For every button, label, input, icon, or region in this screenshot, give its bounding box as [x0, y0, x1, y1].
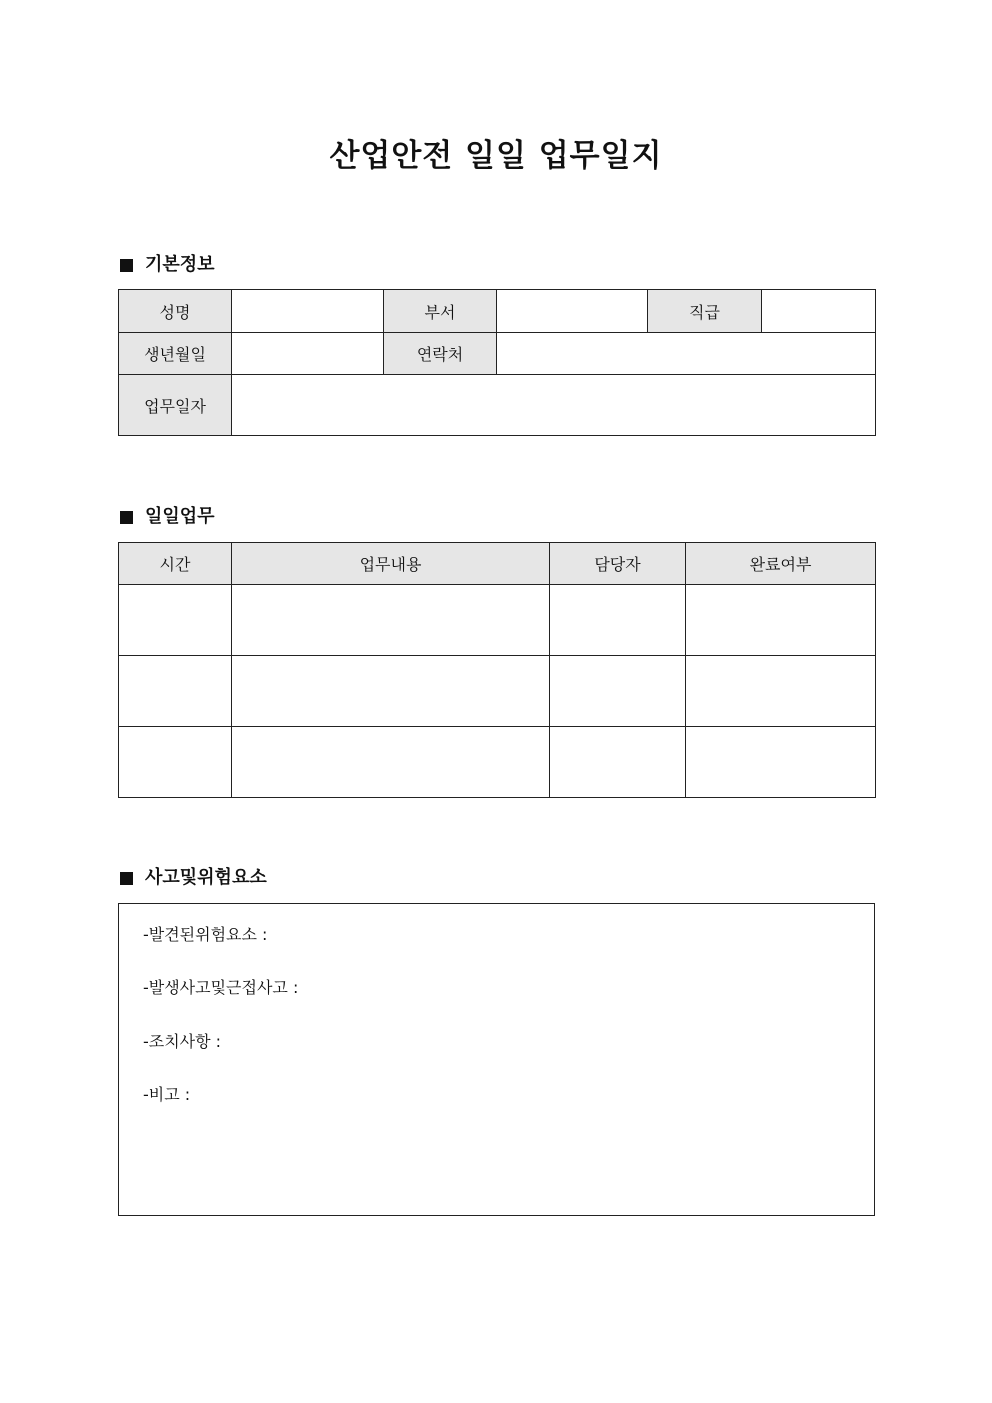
table-row	[119, 585, 876, 656]
completion-status-cell[interactable]	[686, 585, 876, 656]
section-heading-daily-tasks	[118, 505, 215, 529]
daily-tasks-table	[118, 542, 876, 798]
task-content-cell[interactable]	[232, 585, 550, 656]
completion-status-cell[interactable]	[686, 656, 876, 727]
completion-status-cell[interactable]	[686, 727, 876, 798]
time-cell[interactable]	[119, 727, 232, 798]
remarks-line: -비고 :	[143, 1085, 191, 1104]
column-header-assignee: 담당자	[550, 543, 686, 585]
section-heading-label: 기본정보	[145, 254, 215, 275]
square-bullet-icon	[120, 872, 133, 885]
department-label: 부서	[384, 290, 497, 333]
hazards-found-line: -발견된위험요소 :	[143, 925, 268, 944]
actions-taken-line: -조치사항 :	[143, 1032, 222, 1051]
table-row	[119, 727, 876, 798]
column-header-time: 시간	[119, 543, 232, 585]
square-bullet-icon	[120, 259, 133, 272]
birth-date-label: 생년월일	[119, 333, 232, 375]
task-content-cell[interactable]	[232, 656, 550, 727]
position-field[interactable]	[762, 290, 876, 333]
section-heading-incidents	[118, 866, 267, 890]
table-row	[119, 333, 876, 375]
incidents-notes-box[interactable]	[118, 903, 875, 1216]
section-heading-label: 사고및위험요소	[145, 867, 267, 888]
assignee-cell[interactable]	[550, 656, 686, 727]
table-row	[119, 290, 876, 333]
basic-info-table	[118, 289, 876, 436]
document-title: 산업안전 일일 업무일지	[329, 138, 663, 174]
section-heading-basic-info	[118, 253, 215, 277]
column-header-completion-status: 완료여부	[686, 543, 876, 585]
time-cell[interactable]	[119, 585, 232, 656]
accidents-near-miss-line: -발생사고및근접사고 :	[143, 978, 299, 997]
name-label: 성명	[119, 290, 232, 333]
contact-field[interactable]	[497, 333, 876, 375]
table-row	[119, 656, 876, 727]
assignee-cell[interactable]	[550, 585, 686, 656]
position-label: 직급	[648, 290, 762, 333]
table-row	[119, 375, 876, 436]
column-header-task-content: 업무내용	[232, 543, 550, 585]
work-date-field[interactable]	[232, 375, 876, 436]
square-bullet-icon	[120, 511, 133, 524]
assignee-cell[interactable]	[550, 727, 686, 798]
work-date-label: 업무일자	[119, 375, 232, 436]
time-cell[interactable]	[119, 656, 232, 727]
table-header-row	[119, 543, 876, 585]
task-content-cell[interactable]	[232, 727, 550, 798]
department-field[interactable]	[497, 290, 648, 333]
section-heading-label: 일일업무	[145, 506, 215, 527]
contact-label: 연락처	[384, 333, 497, 375]
name-field[interactable]	[232, 290, 384, 333]
birth-date-field[interactable]	[232, 333, 384, 375]
